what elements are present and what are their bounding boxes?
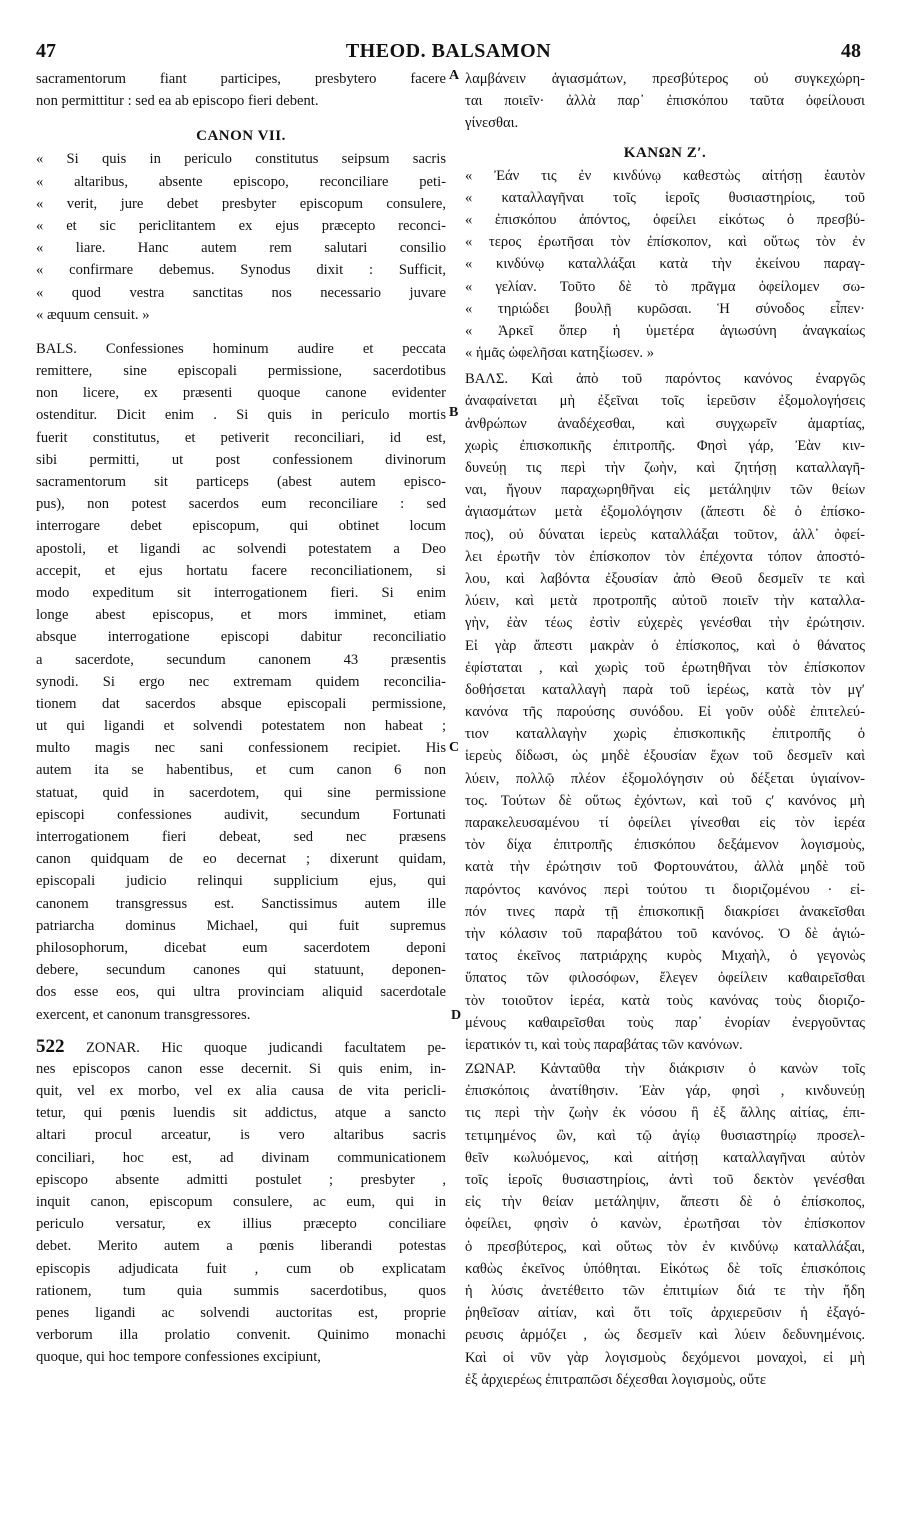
text-line: τοῖς ἱεροῖς θυσιαστηρίοις, ἀντὶ τοῦ δεκτὸν γενέσθαι <box>465 1172 865 1188</box>
text-line: verborum illa prolatio convenit. Quinimo monachi <box>36 1327 446 1344</box>
text-line: ἡ λύσις ἀνετέθειτο τῶν ἐπιτιμίων διά τε τὴν ἤδη <box>465 1282 865 1299</box>
text-line: τατος ἐκεῖνος πατριάρχης κυρὸς Μιχαὴλ, ὁ γεγονὼς <box>465 948 865 965</box>
text-line: « Ἀρκεῖ ὅπερ ἡ ὑμετέρα ἁγιωσύνη ἀναγκαίως <box>465 322 865 339</box>
text-line: λαμβάνειν ἁγιασμάτων, πρεσβύτερος οὐ συγκεχώρη- <box>465 71 865 87</box>
text-line: multo magis nec sani confessionem recipiet. His <box>36 740 446 757</box>
text-line: χωρὶς ἐπισκοπικῆς ἐπιτροπῆς. Φησὶ γάρ, Ἐὰν κιν- <box>465 437 865 454</box>
text-line: accepit, et ejus hortatu facere reconciliationem, si <box>36 562 446 579</box>
text-line: canonem transgressus est. Sanctissimus autem ille <box>36 895 446 912</box>
text-line: λου, καὶ λαβόντα ἐξουσίαν ἀπὸ Θεοῦ δεσμεῖν τε καὶ <box>465 570 865 587</box>
text-line: interrogationem fieri debeat, sed nec præsens <box>36 829 446 845</box>
text-line: modo expeditum sit interrogationem fieri. Si enim <box>36 584 446 601</box>
page-number-right: 48 <box>841 40 861 62</box>
latin-balsamon-commentary <box>36 338 446 1026</box>
greek-balsamon-commentary <box>465 368 865 1056</box>
greek-intro <box>465 68 865 135</box>
text-line: Καὶ οἱ νῦν γὰρ λογισμοὺς δεχόμενοι μοναχοὶ, εἰ μὴ <box>465 1349 865 1366</box>
greek-canon-text <box>465 165 865 365</box>
greek-zonaras-commentary <box>465 1058 865 1391</box>
text-line: interrogare debet episcopum, qui obtinet locum <box>36 518 446 535</box>
text-line: ἱερατικόν τι, καὶ τοὺς παραβάτας τῶν κανόνων. <box>465 1036 743 1053</box>
latin-canon-title: CANON VII. <box>196 128 286 145</box>
text-line: δοθήσεται καταλλαγὴ παρὰ τοῦ ἱερέως, κατὰ τὸν μγʹ <box>465 681 865 698</box>
text-line: ἐφίσταται , καὶ χωρὶς τοῦ ἐρωτηθῆναι τὸν ἐπίσκοπον <box>465 659 865 676</box>
text-line: statuat, quid in sacerdotem, qui sine permissione <box>36 784 446 801</box>
text-line: ἐξ ἀρχιερέως ἐπιτραπῶσι δέχεσθαι λογισμοὺς, οὔτε <box>465 1371 767 1388</box>
text-line: exercent, et canonum transgressores. <box>36 1006 251 1023</box>
text-line: λύειν, πολλῷ πλέον ἐξομολόγησιν οὐ δέξεται ὑγιαίνον- <box>465 770 865 787</box>
text-line: BALS. Confessiones hominum audire et peccata <box>36 340 446 357</box>
text-line: λει ἐρωτῆν τὸν ἐπίσκοπον τὸν ἐπέχοντα τόπον ἀποστό- <box>465 548 865 565</box>
text-line: Εἰ γὰρ ἄπεστι μακρὰν ὁ ἐπίσκοπος, καὶ ὁ θάνατος <box>465 637 865 654</box>
text-line: tetur, qui pœnis luendis sit addictus, atque a sancto <box>36 1105 446 1122</box>
page-number-left: 47 <box>36 40 56 62</box>
text-line: ὀφείλει, φησὶν ὁ κανὼν, ἐρωτῆσαι τὸν ἐπίσκοπον <box>465 1216 865 1233</box>
text-line: debet. Merito autem a pœnis liberandi potestas <box>36 1238 446 1255</box>
text-line: inquit canon, episcopum consulere, ac eum, qui in <box>36 1194 446 1210</box>
text-line: remittere, sine episcopali permissione, sacerdotibus <box>36 363 446 380</box>
text-line: ΒΑΛΣ. Καὶ ἀπὸ τοῦ παρόντος κανόνος ἐναργῶς <box>465 371 865 388</box>
text-line: « confirmare debemus. Synodus dixit : Sufficit, <box>36 262 446 279</box>
text-line: εἰς τὴν θείαν μετάληψιν, ἄπεστι δὲ ὁ ἐπίσκοπος, <box>465 1194 865 1211</box>
text-line: τις περὶ τὴν ζωὴν ἐκ νόσου ἢ ἐξ ἄλλης αἰτίας, ἐπι- <box>465 1105 865 1122</box>
text-line: ὁ πρεσβύτερος, καὶ οὕτως τὸν ἐν κινδύνῳ καταλλάξαι, <box>465 1238 865 1255</box>
text-line: παρόντος κανόνος περὶ τούτου τι διοριζομένου · εἰ- <box>465 881 865 898</box>
text-line: κανόνα τῆς παρούσης συνόδου. Εἰ γοῦν οὐδὲ ἐπιτελεύ- <box>465 704 865 721</box>
text-line: « Si quis in periculo constitutus seipsum sacris <box>36 151 446 168</box>
text-line: θεῖν κωλυόμενος, καὶ αἰτήσῃ καταλλαγῆναι αὐτὸν <box>465 1149 865 1166</box>
text-line: ἱερεὺς δίδωσι, ὡς μηδὲ ἐξουσίαν ἔχων τοῦ δεσμεῖν καὶ <box>465 748 865 765</box>
text-line: non licere, ex præsenti quoque canone evidenter <box>36 385 446 402</box>
text-line: ἐπισκόποις ἀνατίθησιν. Ἐὰν γάρ, φησὶ , κινδυνεύῃ <box>465 1083 865 1100</box>
text-line: « κινδύνῳ καταλλάξαι κατὰ τὴν ἐκείνου παραγ- <box>465 256 865 273</box>
section-marker-c: C <box>449 740 460 755</box>
text-line: autem ita se habentibus, et cum canon 6 non <box>36 762 446 779</box>
text-line: debere, secundum canones qui statuunt, deponen- <box>36 962 446 979</box>
running-header <box>36 40 861 66</box>
section-marker-b: B <box>449 405 459 420</box>
text-line: philosophorum, dicebat eum sacerdotem deponi <box>36 939 446 956</box>
text-line: ναι, ἤγουν παραχωρηθῆναι εἰς μετάληψιν τῶν θείων <box>465 482 865 499</box>
text-line: ostenditur. Dicit enim . Si quis in periculo mortis <box>36 407 446 424</box>
text-line: πος), οὐ δύναται ἱερεὺς καταλλάξαι τοῦτον, ἀλλ᾿ ὀφεί- <box>465 526 865 543</box>
text-line: fuerit constitutus, et petiverit reconciliari, id est, <box>36 429 446 446</box>
text-line: ἀνθρώπων ἀναδέχεσθαι, καὶ συγχωρεῖν ἁμαρτίας, <box>465 415 865 432</box>
section-marker-a: A <box>449 68 460 83</box>
text-line: episcopo absente admitti postulet ; presbyter , <box>36 1171 446 1188</box>
text-line: « Ἐάν τις ἐν κινδύνῳ καθεστὼς αἰτήσῃ ἑαυτὸν <box>465 167 865 184</box>
text-line: a sacerdote, secundum canonem 43 præsentis <box>36 651 446 668</box>
running-title: THEOD. BALSAMON <box>345 40 552 62</box>
text-line: καθὼς ἐκεῖνος ὑπόθηται. Εἰκότως δὲ τοῖς ἐπισκόποις <box>465 1260 865 1277</box>
text-line: altari procul arceatur, is vero altaribus sacris <box>36 1127 446 1144</box>
latin-zonaras-commentary <box>36 1058 446 1369</box>
text-line: apostoli, et ligandi ac solvendi potestatem a Deo <box>36 540 446 557</box>
text-line: ut qui ligandi et solvendi potestatem non habeat ; <box>36 718 446 735</box>
section-marker-d: D <box>451 1008 462 1023</box>
text-line: γίνεσθαι. <box>465 115 519 132</box>
text-line: « ἐπισκόπου ἀπόντος, ὀφείλει εἰκότως ὁ πρεσβύ- <box>465 211 865 228</box>
text-line: ρευσις ἁρμόζει , ὡς δεσμεῖν καὶ λύειν δεδυνημένοις. <box>465 1327 865 1344</box>
column-number: 522 <box>36 1035 65 1057</box>
text-line: τιον καταλλαγὴν χωρὶς ἐπισκοπικῆς ἐπιτροπῆς ὁ <box>465 726 865 743</box>
text-line: « altaribus, absente episcopo, reconciliare peti- <box>36 173 446 190</box>
text-line: μένους καθαιρεῖσθαι τοὺς παρ᾿ ἐνορίαν ἐνεργοῦντας <box>465 1014 865 1031</box>
text-line: quit, vel ex morbo, vel ex alia causa de vita pericli- <box>36 1083 446 1100</box>
text-line: sibi permitti, ut post confessionem divinorum <box>36 451 446 468</box>
latin-intro <box>36 68 446 112</box>
greek-column <box>465 68 865 1391</box>
text-line: periculo versatur, ex illius præcepto conciliare <box>36 1216 446 1233</box>
text-line: ΖΩΝΑΡ. Κἀνταῦθα τὴν διάκρισιν ὁ κανὼν τοῖς <box>465 1061 865 1078</box>
text-line: nes episcopos canon esse decernit. Si quis enim, in- <box>36 1060 446 1077</box>
text-line: τὴν κόλασιν τοῦ παραβάτου τοῦ κανόνος. Ὁ δὲ ἁγιώ- <box>465 925 865 942</box>
text-line: τετιμημένος ὢν, καὶ τῷ ἁγίῳ θυσιαστηρίῳ προσελ- <box>465 1127 865 1144</box>
text-line: ἀναφαίνεται μὴ ἐξεῖναι τοῖς ἱερεῦσιν ἐξομολογήσεις <box>465 393 865 410</box>
text-line: longe abest episcopus, et mors imminet, etiam <box>36 607 446 624</box>
latin-column <box>36 68 446 1369</box>
text-line: παρακελευσαμένου τί ὀφείλει γίνεσθαι εἰς τὸν ἱερέα <box>465 815 865 831</box>
text-line: episcopali judicio relinqui supplicium ejus, qui <box>36 873 446 890</box>
text-line: « τερος ἐρωτῆσαι τὸν ἐπίσκοπον, καὶ οὕτως τὸν ἐν <box>465 234 865 251</box>
text-line: κατὰ τὴν ἐρώτησιν τοῦ Φορτουνάτου, ἀλλὰ μηδὲ τοῦ <box>465 859 865 876</box>
latin-zonaras-first-line: ZONAR. Hic quoque judicandi facultatem pe- <box>86 1039 446 1056</box>
text-line: pus), non potest sacerdos eum reconciliare : sed <box>36 496 446 513</box>
text-line: episcopis adjudicata fuit , cum ob explicatam <box>36 1260 446 1277</box>
text-line: τὸν τοιοῦτον ἱερέα, κατὰ τοὺς κανόνας τοὺς διοριζο- <box>465 992 865 1009</box>
text-line: τὸν δίχα ἐπιτροπῆς ἐπισκόπου δεξάμενον λογισμοὺς, <box>465 837 865 854</box>
text-line: ῥηθεῖσαν αἰτίαν, καὶ ὅτι τοῖς ἀρχιερεῦσιν ἡ ἐξαγό- <box>465 1305 865 1322</box>
text-line: « verit, jure debet presbyter episcopum consulere, <box>36 195 446 212</box>
text-line: sacramentorum fiant participes, presbytero facere <box>36 71 446 87</box>
text-line: penes ligandi ac solvendi auctoritas est, proprie <box>36 1304 446 1321</box>
greek-canon-title: ΚΑΝΩΝ Ζʹ. <box>623 144 707 161</box>
text-line: synodi. Si ergo nec extremam quidem reconcilia- <box>36 673 446 690</box>
text-line: « liare. Hanc autem rem salutari consilio <box>36 240 446 257</box>
text-line: sacramentorum sit particeps (abest autem episco- <box>36 474 446 490</box>
text-line: πόν τινες παρὰ τῇ ἐπισκοπικῇ διακρίσει ἀνακεῖσθαι <box>465 903 865 920</box>
text-line: « τηριώδει βουλῇ κυρῶσαι. Ἡ σύνοδος εἶπεν· <box>465 300 865 317</box>
text-line: absque interrogatione episcopi dabitur reconciliatio <box>36 629 446 646</box>
text-line: rationem, tum quia summis sacerdotibus, quos <box>36 1282 446 1299</box>
text-line: « æquum censuit. » <box>36 306 150 323</box>
text-line: τος. Τούτων δὲ οὕτως ἐχόντων, καὶ τοῦ ςʹ κανόνος μὴ <box>465 792 865 809</box>
text-line: non permittitur : sed ea ab episcopo fieri debent. <box>36 93 319 110</box>
text-line: λύειν, καὶ μετὰ προτροπῆς αὐτοῦ ποιεῖν τὴν καταλλα- <box>465 593 865 610</box>
text-line: « quod vestra sanctitas nos necessario juvare <box>36 284 446 301</box>
text-line: conciliari, hoc est, ad divinam communicationem <box>36 1149 446 1166</box>
text-line: dos esse eos, qui ultra provinciam aliquid sacerdotale <box>36 984 446 1001</box>
text-line: quoque, qui hoc tempore confessiones excipiunt, <box>36 1349 321 1366</box>
text-line: « ἡμᾶς ὠφελῆσαι κατηξίωσεν. » <box>465 345 655 362</box>
text-line: « γελίαν. Τοῦτο δὲ τὸ πρᾶγμα ὀφείλομεν σω- <box>465 278 865 295</box>
text-line: δυνεύῃ τις περὶ τὴν ζωὴν, καὶ ζητήσῃ καταλλαγῆ- <box>465 460 865 476</box>
text-line: γὴν, ἐὰν τέως ἐστὶν εὐχερὲς γενέσθαι τὴν ἐρώτησιν. <box>465 615 865 632</box>
text-line: tionem dat sacerdos absque episcopali permissione, <box>36 695 446 712</box>
text-line: « καταλλαγῆναι τοῖς ἱεροῖς θυσιαστηρίοις, τοῦ <box>465 189 865 206</box>
text-line: patriarcha dominus Michael, qui fuit supremus <box>36 917 446 934</box>
text-line: « et sic periclitantem ex ejus præcepto reconci- <box>36 217 446 234</box>
latin-zonaras-heading <box>36 1036 446 1058</box>
text-line: ἁγιασμάτων μετὰ ἐξομολόγησιν (ἄπεστι δὲ ὁ ἐπίσκο- <box>465 504 865 521</box>
text-line: ται ποιεῖν· ἀλλὰ παρ᾿ ἐπισκόπου ταῦτα ὀφείλουσι <box>465 93 865 110</box>
text-line: episcopi confessiones audivit, secundum Fortunati <box>36 806 446 823</box>
text-line: canon quidquam de eo decernat ; dixerunt quidam, <box>36 851 446 868</box>
text-line: ὕπατος τῶν φιλοσόφων, ἔλεγεν ὀφείλειν καθαιρεῖσθαι <box>465 970 865 987</box>
latin-canon-text <box>36 148 446 326</box>
